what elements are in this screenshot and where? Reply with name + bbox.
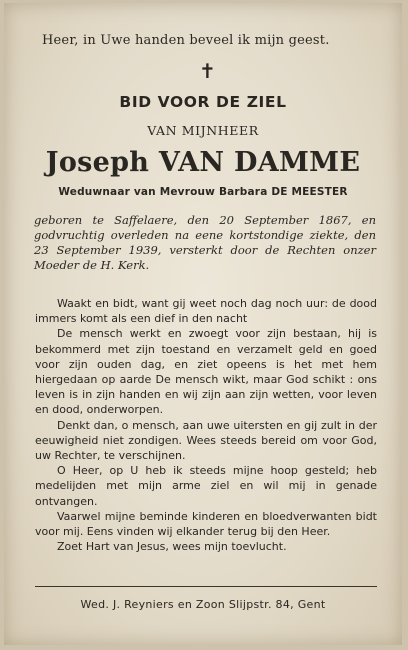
birth-death-info (34, 213, 376, 273)
prayer-paragraph: Waakt en bidt, want gij weet noch dag noch uur: de dood immers komt als een dief in den nacht (35, 297, 377, 326)
prayer-paragraph: De mensch werkt en zwoegt voor zijn bestaan, hij is bekommerd met zijn toestand en verzamelt geld en goed voor zijn ouden dag, en ziet opeens is het met hem hiergedaan op aarde De mensch wikt, maar God schikt : ons leven is in zijn handen en wij zijn aan zijn wetten, voor leven en dood, onderworpen. (35, 327, 377, 417)
printer-credit: Wed. J. Reyniers en Zoon Slijpstr. 84, Gent (80, 598, 326, 611)
prayer-text (35, 296, 377, 554)
prayer-paragraph: Zoet Hart van Jesus, wees mijn toevlucht. (57, 540, 287, 554)
motto: Heer, in Uwe handen beveel ik mijn geest. (42, 33, 330, 48)
prayer-title: BID VOOR DE ZIEL (119, 93, 287, 111)
birth-death-text: geboren te Saffelaere, den 20 September 1867, en godvruchtig overleden na eene kortstondige ziekte, den 23 September 1939, versterkt door de Rechten onzer Moeder de H. Kerk. (34, 213, 376, 272)
prayer-subtitle: VAN MIJNHEER (147, 123, 259, 138)
widower-line: Weduwnaar van Mevrouw Barbara DE MEESTER (58, 186, 348, 198)
prayer-paragraph: O Heer, op U heb ik steeds mijne hoop gesteld; heb medelijden met mijn arme ziel en wil mij in genade ontvangen. (35, 464, 377, 508)
cross-icon: ✝ (199, 59, 216, 83)
divider-line (35, 586, 377, 587)
memorial-card (4, 3, 402, 645)
prayer-paragraph: Vaarwel mijne beminde kinderen en bloedverwanten bidt voor mij. Eens vinden wij elkander terug bij den Heer. (35, 509, 377, 539)
prayer-paragraph: Denkt dan, o mensch, aan uwe uitersten en gij zult in der eeuwigheid niet zondigen. Wees steeds bereid om voor God, uw Rechter, te verschijnen. (35, 418, 377, 463)
deceased-name: Joseph VAN DAMME (45, 147, 361, 178)
